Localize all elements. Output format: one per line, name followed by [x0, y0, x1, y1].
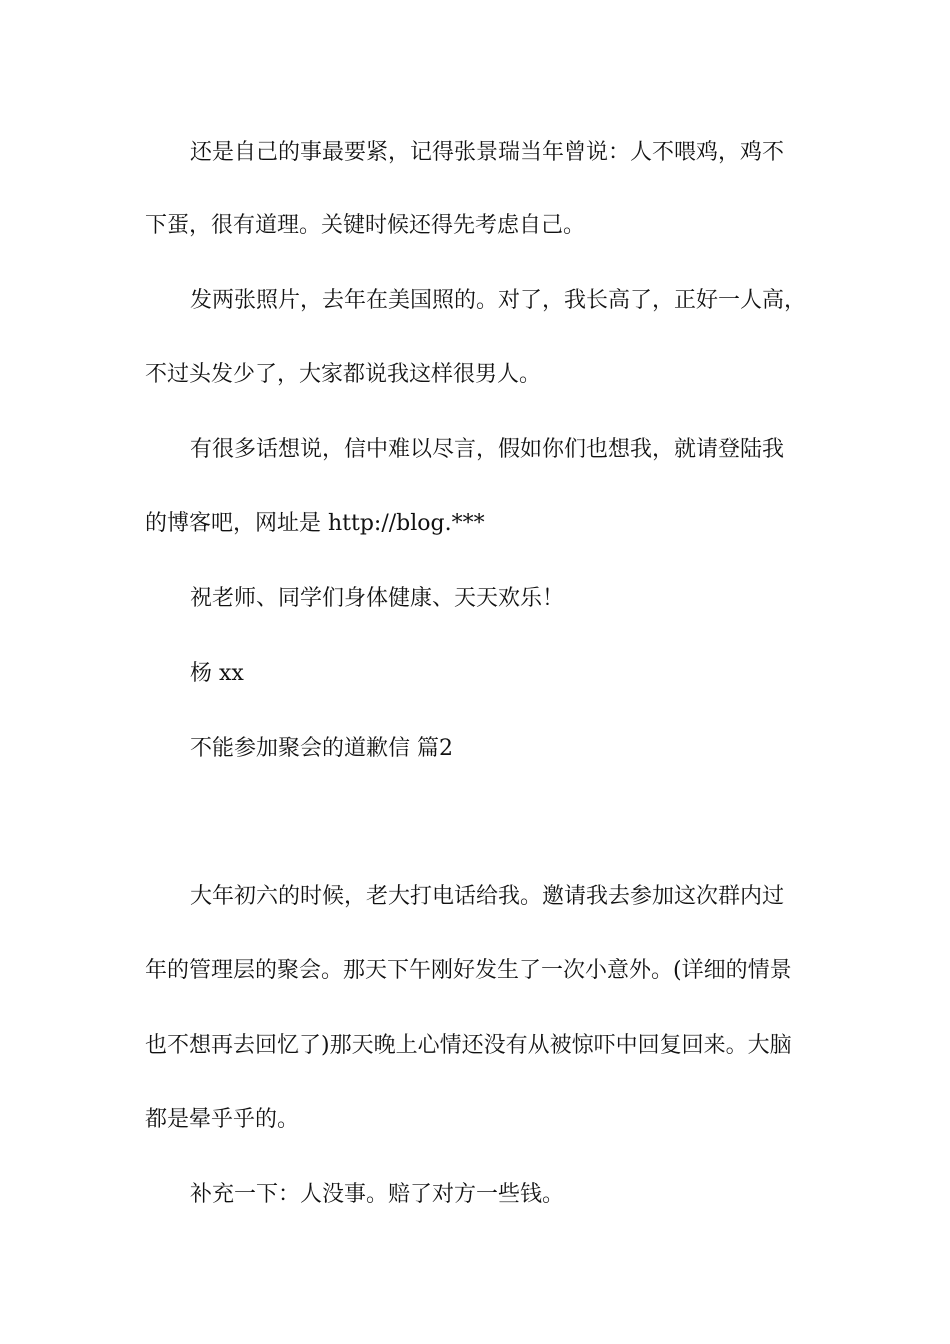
paragraph-line: 还是自己的事最要紧，记得张景瑞当年曾说：人不喂鸡，鸡不 — [190, 140, 785, 165]
paragraph-line: 发两张照片，去年在美国照的。对了，我长高了，正好一人高， — [190, 288, 807, 313]
signature-name: 杨 xx — [190, 661, 244, 686]
paragraph-line: 不过头发少了，大家都说我这样很男人。 — [145, 362, 542, 387]
paragraph-line: 也不想再去回忆了)那天晚上心情还没有从被惊吓中回复回来。大脑 — [145, 1033, 792, 1058]
paragraph-line: 大年初六的时候，老大打电话给我。邀请我去参加这次群内过 — [190, 884, 785, 909]
paragraph-line: 都是晕乎乎的。 — [145, 1107, 300, 1132]
paragraph-line: 补充一下：人没事。赔了对方一些钱。 — [190, 1182, 565, 1207]
paragraph-line: 有很多话想说，信中难以尽言，假如你们也想我，就请登陆我 — [190, 437, 785, 462]
section-heading: 不能参加聚会的道歉信 篇2 — [190, 736, 453, 761]
paragraph-line: 下蛋，很有道理。关键时候还得先考虑自己。 — [145, 213, 586, 238]
paragraph-line: 的博客吧，网址是 http://blog.*** — [145, 511, 485, 536]
paragraph-line: 年的管理层的聚会。那天下午刚好发生了一次小意外。(详细的情景 — [145, 958, 792, 983]
closing-wish: 祝老师、同学们身体健康、天天欢乐！ — [190, 586, 565, 611]
